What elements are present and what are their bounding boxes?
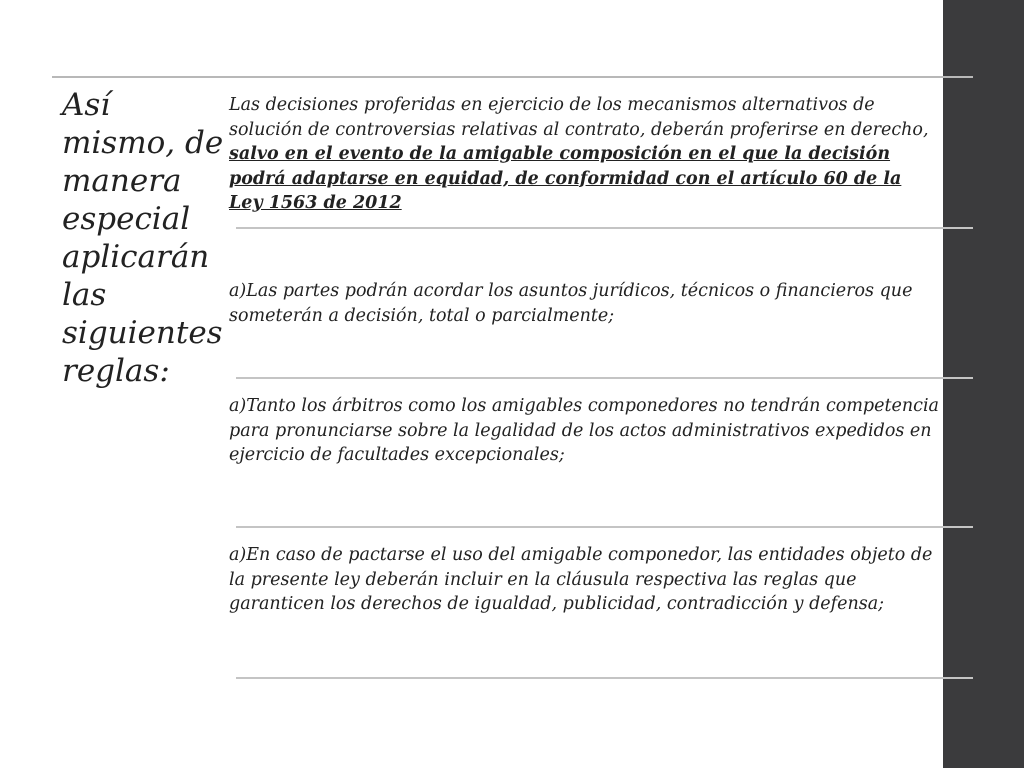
- paragraph-competencia: a)Tanto los árbitros como los amigables componedores no tendrán competencia para pronunciarse sobre la legalidad de los actos administrativos expedidos en ejercicio de facultades excepcionales;: [229, 396, 939, 465]
- row-divider: [236, 526, 973, 528]
- row-divider: [236, 677, 973, 679]
- paragraph-derecho: [229, 93, 941, 216]
- row-divider: [236, 377, 973, 379]
- section-heading: Así mismo, de manera especial aplicarán las siguientes reglas:: [62, 87, 224, 389]
- top-divider: [52, 76, 973, 78]
- paragraph-amigable-componedor: a)En caso de pactarse el uso del amigable componedor, las entidades objeto de la presente ley deberán incluir en la cláusula respectiva las reglas que garanticen los derechos de igualdad, publicidad, contradicción y defensa;: [229, 545, 933, 614]
- paragraph-emphasis-text: salvo en el evento de la amigable composición en el que la decisión podrá adaptarse en equidad, de conformidad con el artículo 60 de la Ley 1563 de 2012: [229, 144, 902, 213]
- row-divider: [236, 227, 973, 229]
- paragraph-plain-text: Las decisiones proferidas en ejercicio de los mecanismos alternativos de solución de controversias relativas al contrato, deberán proferirse en derecho,: [229, 95, 929, 140]
- paragraph-asuntos: a)Las partes podrán acordar los asuntos jurídicos, técnicos o financieros que someterán a decisión, total o parcialmente;: [229, 281, 913, 326]
- right-sidebar-bar: [943, 0, 1024, 768]
